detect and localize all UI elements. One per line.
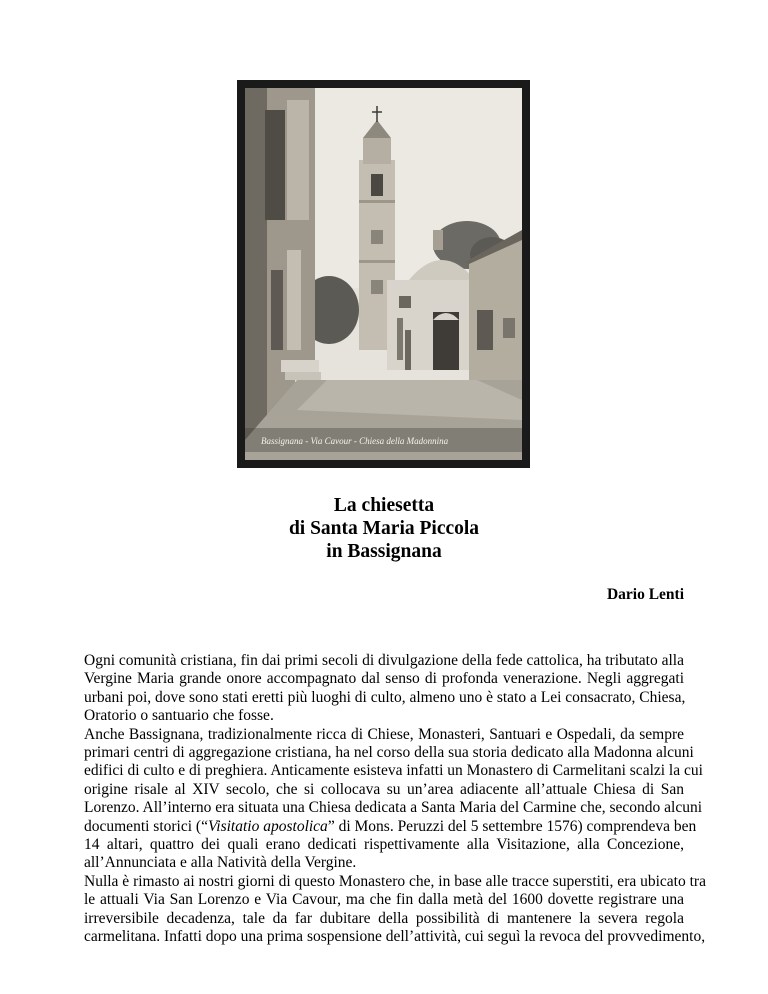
article-body [84,652,706,947]
body-text-fragment: documenti storici (“ [84,817,208,835]
body-line: Oratorio o santuario che fosse. [84,707,274,725]
body-text-fragment: ” di Mons. Peruzzi del 5 settembre 1576) comprendeva ben [327,817,697,835]
body-line: edifici di culto e di preghiera. Anticamente esisteva infatti un Monastero di Carmelitani scalzi la cui [84,762,703,780]
article-title [0,494,768,563]
body-line-mixed [84,817,697,836]
title-line-3: in Bassignana [326,541,442,562]
body-line: 14 altari, quattro dei quali erano dedicati rispettivamente alla Visitazione, alla Concezione, [84,836,684,854]
title-line-1: La chiesetta [333,495,435,516]
body-line: Anche Bassignana, tradizionalmente ricca di Chiese, Monasteri, Santuari e Ospedali, da sempre [84,725,684,743]
body-line: le attuali Via San Lorenzo e Via Cavour, ma che fin dalla metà del 1600 dovette registrare una [84,891,684,909]
body-line: carmelitana. Infatti dopo una prima sospensione dell’attività, cui seguì la revoca del provvedimento, [84,928,706,946]
body-line: urbani poi, dove sono stati eretti più luoghi di culto, almeno uno è stato a Lei consacrato, Chiesa, [84,688,686,706]
body-line: irreversibile decadenza, tale da far dubitare della possibilità di mantenere la severa regola [84,909,684,927]
church-photo-illustration [237,80,530,468]
body-line: origine risale al XIV secolo, che si collocava su un’area adiacente all’attuale Chiesa di San [84,780,684,798]
body-line: Vergine Maria grande onore accompagnato dal senso di profonda venerazione. Negli aggregati [84,670,684,688]
body-line: Ogni comunità cristiana, fin dai primi secoli di divulgazione della fede cattolica, ha tributato alla [84,652,684,669]
title-line-2: di Santa Maria Piccola [288,518,480,539]
italic-title-fragment: Visitatio apostolica [207,817,328,835]
body-line: primari centri di aggregazione cristiana, ha nel corso della sua storia dedicato alla Madonna alcuni [84,744,694,762]
body-line: Nulla è rimasto ai nostri giorni di questo Monastero che, in base alle tracce superstiti, era ubicato tra [84,872,706,890]
photo-caption: Bassignana - Via Cavour - Chiesa della Madonnina [261,436,449,446]
church-photograph [237,80,530,468]
body-line: Lorenzo. All’interno era situata una Chiesa dedicata a Santa Maria del Carmine che, secondo alcuni [84,799,703,817]
author-name: Dario Lenti [606,586,684,603]
body-line: all’Annunciata e alla Natività della Vergine. [84,854,357,872]
